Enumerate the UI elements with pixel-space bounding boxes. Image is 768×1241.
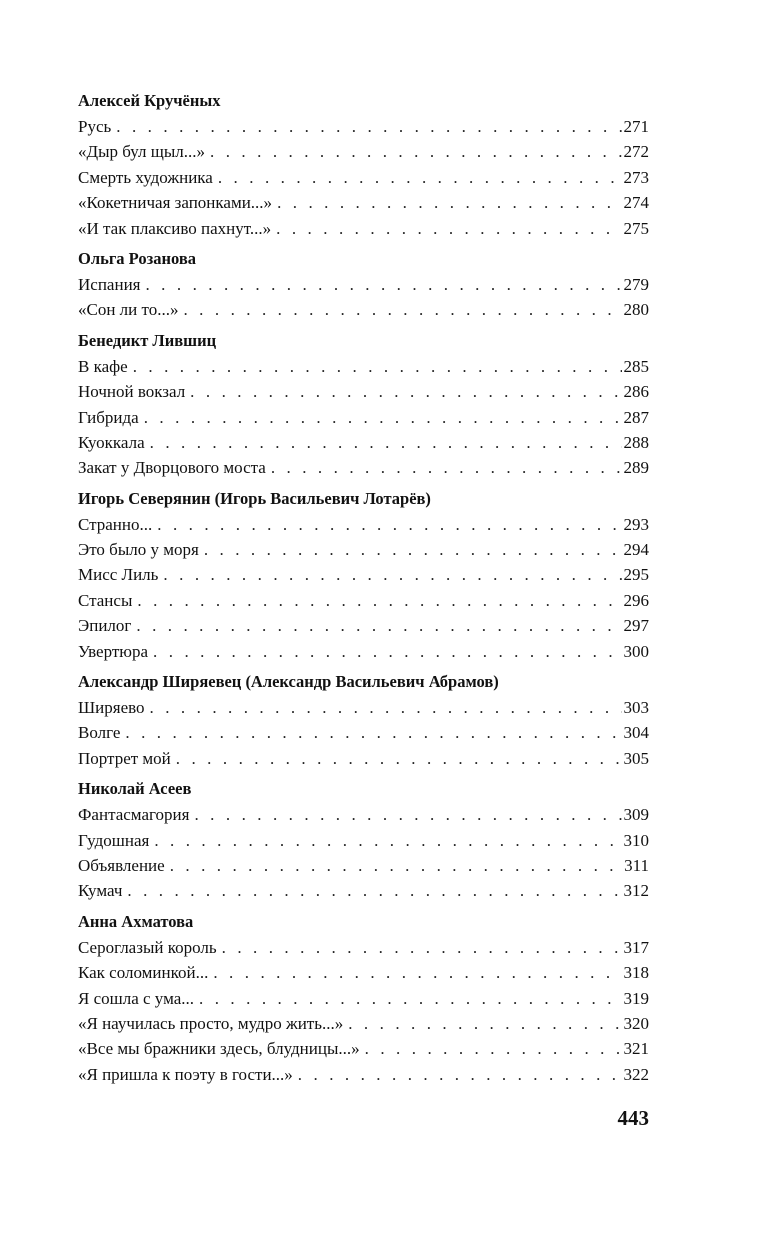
toc-entry: [78, 537, 649, 562]
toc-entry: [78, 405, 649, 430]
author-heading: Игорь Северянин (Игорь Васильевич Лотарёв): [78, 488, 431, 508]
toc-entry: [78, 1011, 649, 1036]
toc-entry: [78, 139, 649, 164]
entry-page-number: 311: [624, 855, 649, 875]
toc-entry: [78, 828, 649, 853]
dot-leader: [298, 1062, 622, 1087]
entry-title: «Сон ли то...»: [78, 300, 179, 320]
entry-page-number: 279: [623, 274, 649, 294]
toc-section: [78, 669, 649, 771]
entry-title: «Я пришла к поэту в гости...»: [78, 1064, 293, 1084]
dot-leader: [365, 1036, 622, 1061]
toc-entry: [78, 455, 649, 480]
dot-leader: [348, 1011, 621, 1036]
entry-page-number: 296: [623, 590, 649, 610]
toc-entry: [78, 1062, 649, 1087]
entry-title: В кафе: [78, 356, 128, 376]
author-heading: Алексей Кручёных: [78, 91, 221, 110]
dot-leader: [153, 639, 621, 664]
dot-leader: [276, 216, 621, 241]
entry-title: Эпилог: [78, 616, 132, 636]
entry-page-number: 295: [623, 565, 649, 585]
entry-title: Мисс Лиль: [78, 565, 159, 585]
author-heading: Ольга Розанова: [78, 248, 196, 268]
toc-entry: [78, 878, 649, 903]
entry-page-number: 321: [623, 1039, 649, 1059]
toc-section: [78, 909, 649, 1087]
entry-page-number: 286: [623, 382, 649, 402]
toc-entry: [78, 960, 649, 985]
dot-leader: [176, 746, 622, 771]
entry-title: Сероглазый король: [78, 937, 217, 957]
dot-leader: [133, 354, 622, 379]
dot-leader: [190, 379, 621, 404]
entry-page-number: 285: [623, 356, 649, 376]
entry-page-number: 300: [623, 641, 649, 661]
entry-title: «Дыр бул щыл...»: [78, 142, 206, 162]
entry-title: «И так плаксиво пахнут...»: [78, 218, 272, 238]
entry-page-number: 322: [623, 1064, 649, 1084]
toc-entry: [78, 272, 649, 297]
toc-entry: [78, 853, 649, 878]
entry-page-number: 297: [623, 616, 649, 636]
toc-entry: [78, 935, 649, 960]
toc-entry: [78, 354, 649, 379]
toc-section: [78, 776, 649, 904]
entry-title: Увертюра: [78, 641, 149, 661]
entry-title: Гудошная: [78, 830, 150, 850]
toc-entry: [78, 114, 649, 139]
author-heading: Николай Асеев: [78, 779, 192, 799]
entry-page-number: 275: [623, 218, 649, 238]
entry-page-number: 271: [623, 117, 649, 136]
entry-title: Стансы: [78, 590, 133, 610]
entry-title: Кумач: [78, 881, 123, 901]
entry-page-number: 309: [623, 805, 649, 825]
toc-entry: [78, 379, 649, 404]
entry-page-number: 289: [623, 458, 649, 478]
dot-leader: [222, 935, 622, 960]
entry-title: «Я научилась просто, мудро жить...»: [78, 1013, 344, 1033]
toc-entry: [78, 430, 649, 455]
toc-entry: [78, 165, 649, 190]
entry-title: Как соломинкой...: [78, 963, 209, 983]
toc-entry: [78, 746, 649, 771]
dot-leader: [127, 878, 621, 903]
toc-entry: [78, 588, 649, 613]
author-heading: Александр Ширяевец (Александр Васильевич Абрамов): [78, 672, 499, 692]
dot-leader: [136, 613, 621, 638]
entry-title: Фантасмагория: [78, 805, 190, 825]
toc-section: [78, 486, 649, 664]
dot-leader: [170, 853, 622, 878]
dot-leader: [125, 720, 621, 745]
dot-leader: [213, 960, 621, 985]
toc-entry: [78, 695, 649, 720]
dot-leader: [271, 455, 622, 480]
entry-title: Закат у Дворцового моста: [78, 458, 266, 478]
toc-entry: [78, 613, 649, 638]
entry-title: Смерть художника: [78, 167, 213, 187]
toc-entry: [78, 297, 649, 322]
toc-entry: [78, 986, 649, 1011]
author-heading: Бенедикт Лившиц: [78, 330, 217, 350]
dot-leader: [150, 430, 622, 455]
entry-page-number: 319: [623, 988, 649, 1008]
toc-entry: [78, 190, 649, 215]
entry-title: Волге: [78, 723, 121, 743]
toc-entry: [78, 802, 649, 827]
dot-leader: [116, 114, 621, 139]
entry-page-number: 304: [623, 723, 649, 743]
entry-page-number: 294: [623, 540, 649, 560]
entry-title: Объявление: [78, 855, 165, 875]
entry-title: «Кокетничая запонками...»: [78, 193, 273, 213]
toc-entry: [78, 639, 649, 664]
entry-page-number: 318: [623, 963, 649, 983]
entry-page-number: 303: [623, 698, 649, 718]
entry-title: Ночной вокзал: [78, 382, 186, 402]
entry-title: «Все мы бражники здесь, блудницы...»: [78, 1039, 360, 1059]
dot-leader: [144, 405, 622, 430]
entry-page-number: 280: [623, 300, 649, 320]
entry-page-number: 317: [623, 937, 649, 957]
dot-leader: [150, 695, 622, 720]
entry-title: Куоккала: [78, 432, 145, 452]
entry-title: Я сошла с ума...: [78, 988, 195, 1008]
toc-section: [78, 88, 649, 241]
toc-entry: [78, 216, 649, 241]
dot-leader: [183, 297, 621, 322]
toc-entry: [78, 562, 649, 587]
page-number: 443: [617, 1106, 649, 1130]
toc-entry: [78, 1036, 649, 1061]
entry-title: Странно...: [78, 514, 153, 534]
entry-page-number: 287: [623, 407, 649, 427]
dot-leader: [204, 537, 622, 562]
entry-page-number: 274: [623, 193, 649, 213]
entry-title: Это было у моря: [78, 540, 199, 560]
entry-title: Гибрида: [78, 407, 139, 427]
toc-section: [78, 328, 649, 481]
entry-page-number: 310: [623, 830, 649, 850]
table-of-contents: [78, 88, 649, 1087]
dot-leader: [154, 828, 621, 853]
entry-page-number: 272: [623, 142, 649, 162]
dot-leader: [218, 165, 622, 190]
toc-entry: [78, 720, 649, 745]
dot-leader: [199, 986, 621, 1011]
entry-title: Русь: [78, 117, 112, 136]
author-heading: Анна Ахматова: [78, 911, 194, 931]
dot-leader: [210, 139, 621, 164]
dot-leader: [157, 512, 621, 537]
dot-leader: [277, 190, 621, 215]
entry-title: Испания: [78, 274, 141, 294]
entry-page-number: 320: [623, 1013, 649, 1033]
entry-page-number: 273: [623, 167, 649, 187]
toc-section: [78, 246, 649, 323]
entry-page-number: 312: [623, 881, 649, 901]
entry-page-number: 305: [623, 748, 649, 768]
toc-entry: [78, 512, 649, 537]
dot-leader: [145, 272, 621, 297]
dot-leader: [137, 588, 621, 613]
entry-title: Ширяево: [78, 698, 145, 718]
entry-page-number: 293: [623, 514, 649, 534]
entry-title: Портрет мой: [78, 748, 171, 768]
dot-leader: [163, 562, 621, 587]
entry-page-number: 288: [623, 432, 649, 452]
dot-leader: [194, 802, 621, 827]
